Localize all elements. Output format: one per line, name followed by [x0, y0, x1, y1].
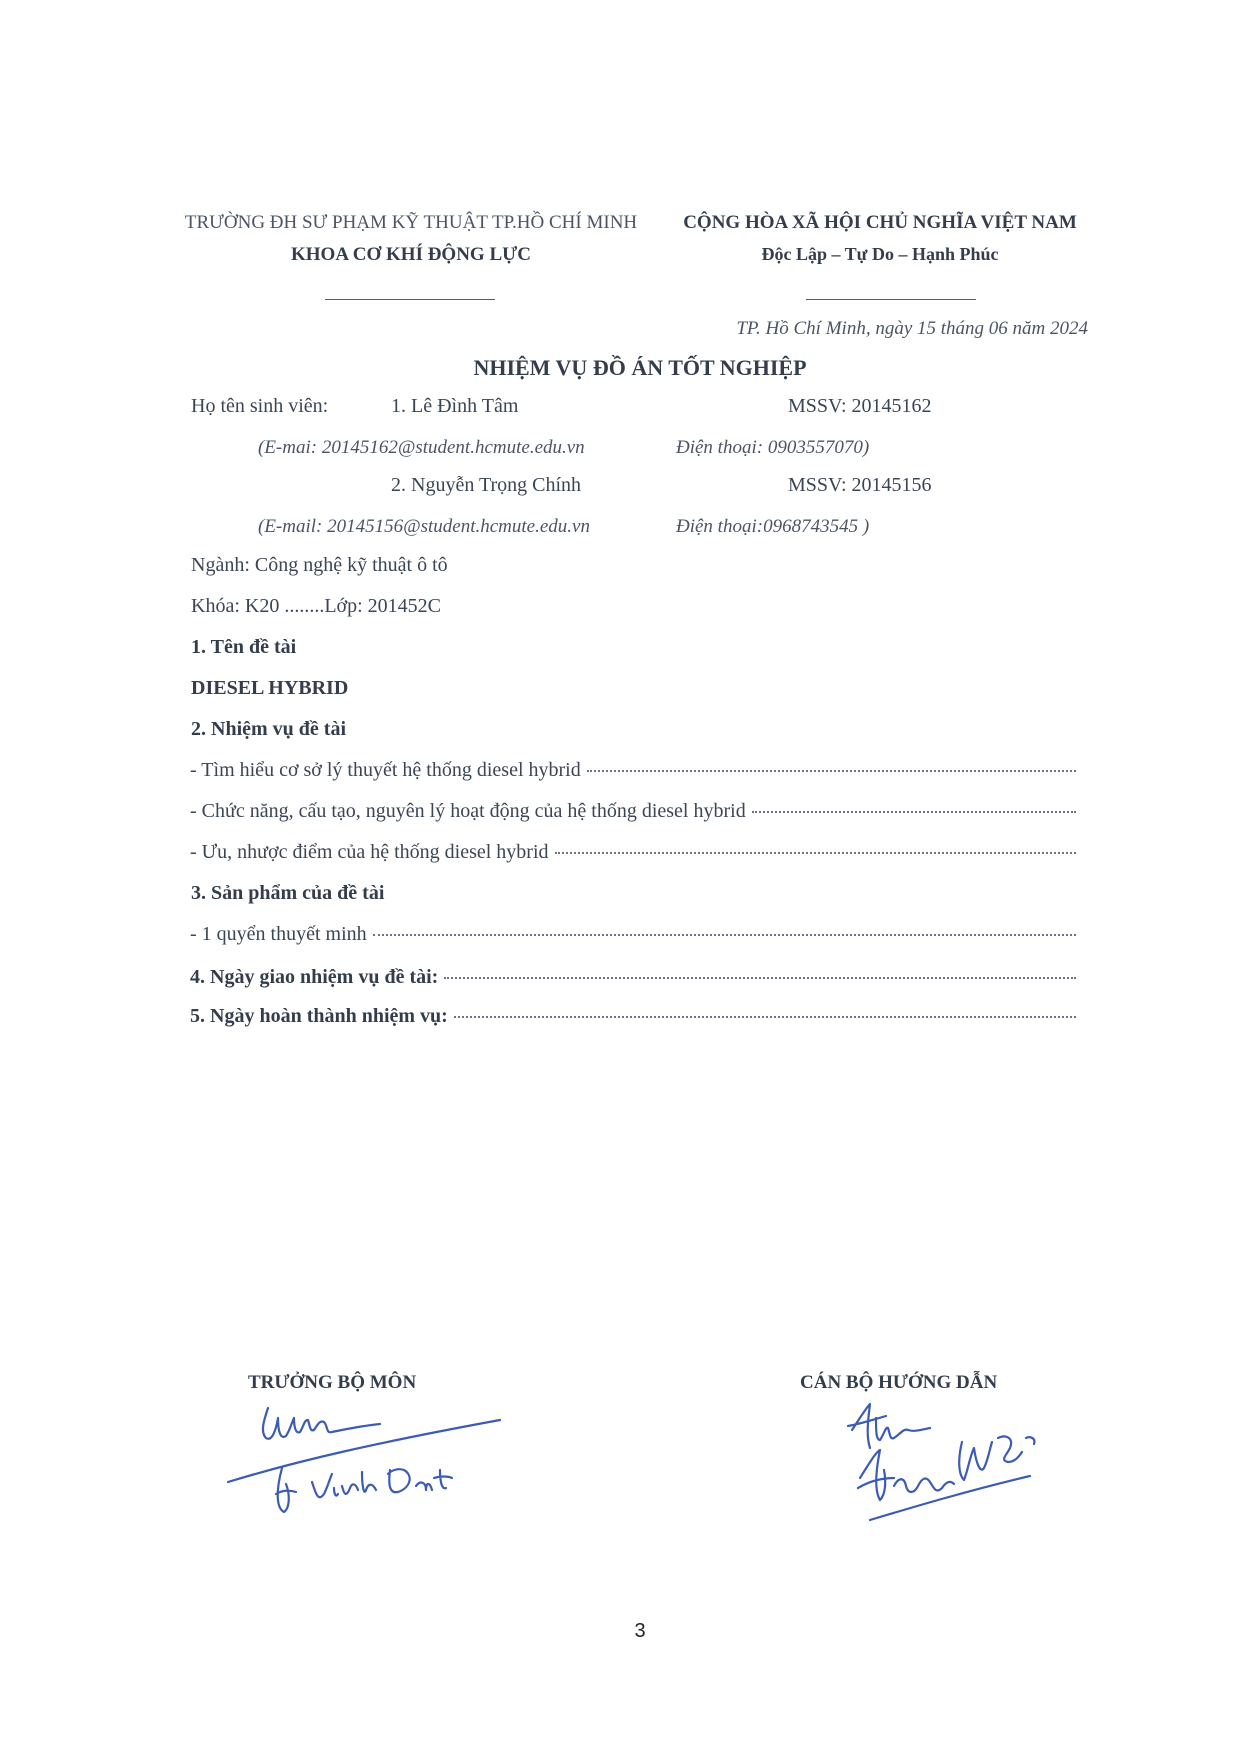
assign-date-row: [190, 966, 1076, 989]
school-name: TRƯỜNG ĐH SƯ PHẠM KỸ THUẬT TP.HỒ CHÍ MINH: [184, 212, 638, 233]
student-2-phone: Điện thoại:0968743545 ): [676, 516, 870, 537]
product-item-label: - 1 quyển thuyết minh: [190, 923, 367, 945]
head-of-department-title: TRƯỞNG BỘ MÔN: [248, 1372, 417, 1393]
section-3-heading: 3. Sản phẩm của đề tài: [191, 882, 385, 904]
head-of-department-signature: [220, 1390, 520, 1540]
task-item: [190, 759, 1076, 782]
dot-leader: [555, 850, 1076, 854]
dot-leader: [373, 932, 1076, 936]
document-title: NHIỆM VỤ ĐỒ ÁN TỐT NGHIỆP: [473, 355, 807, 380]
task-item-label: - Chức năng, cấu tạo, nguyên lý hoạt động của hệ thống diesel hybrid: [190, 800, 746, 822]
dot-leader: [454, 1014, 1076, 1018]
page-number: 3: [634, 1620, 646, 1642]
task-item: [190, 841, 1076, 864]
country-name: CỘNG HÒA XÃ HỘI CHỦ NGHĨA VIỆT NAM: [683, 212, 1077, 233]
student-2-email: (E-mail: 20145156@student.hcmute.edu.vn: [258, 516, 590, 537]
task-item: [190, 800, 1076, 823]
dot-leader: [587, 768, 1076, 772]
faculty-name: KHOA CƠ KHÍ ĐỘNG LỰC: [291, 244, 531, 265]
student-2-name: 2. Nguyễn Trọng Chính: [391, 474, 582, 496]
supervisor-title: CÁN BỘ HƯỚNG DẪN: [800, 1372, 998, 1393]
student-1-mssv: MSSV: 20145162: [788, 395, 932, 417]
dot-leader: [444, 975, 1076, 979]
section-5-heading: 5. Ngày hoàn thành nhiệm vụ:: [190, 1005, 448, 1027]
national-header: [662, 212, 1098, 265]
complete-date-row: [190, 1005, 1076, 1028]
supervisor-signature: [830, 1390, 1090, 1550]
student-1-email: (E-mai: 20145162@student.hcmute.edu.vn: [258, 437, 585, 458]
date-line: TP. Hồ Chí Minh, ngày 15 tháng 06 năm 2024: [736, 318, 1088, 339]
student-label: Họ tên sinh viên:: [191, 395, 329, 417]
major-line: Ngành: Công nghệ kỹ thuật ô tô: [191, 554, 448, 576]
product-item: [190, 923, 1076, 946]
student-1-phone: Điện thoại: 0903557070): [676, 437, 870, 458]
section-1-heading: 1. Tên đề tài: [191, 636, 297, 658]
section-4-heading: 4. Ngày giao nhiệm vụ đề tài:: [190, 966, 439, 988]
header-underline-right: [806, 299, 976, 300]
student-1-name: 1. Lê Đình Tâm: [391, 395, 519, 417]
dot-leader: [752, 809, 1076, 813]
section-2-heading: 2. Nhiệm vụ đề tài: [191, 718, 346, 740]
national-motto: Độc Lập – Tự Do – Hạnh Phúc: [761, 244, 999, 264]
course-line: Khóa: K20 ........Lớp: 201452C: [191, 595, 442, 617]
school-header: [166, 212, 656, 266]
task-item-label: - Ưu, nhược điểm của hệ thống diesel hybrid: [190, 841, 549, 863]
topic-name: DIESEL HYBRID: [191, 677, 349, 699]
header-underline-left: [325, 299, 495, 300]
task-item-label: - Tìm hiểu cơ sở lý thuyết hệ thống diesel hybrid: [190, 759, 581, 781]
student-2-mssv: MSSV: 20145156: [788, 474, 932, 496]
